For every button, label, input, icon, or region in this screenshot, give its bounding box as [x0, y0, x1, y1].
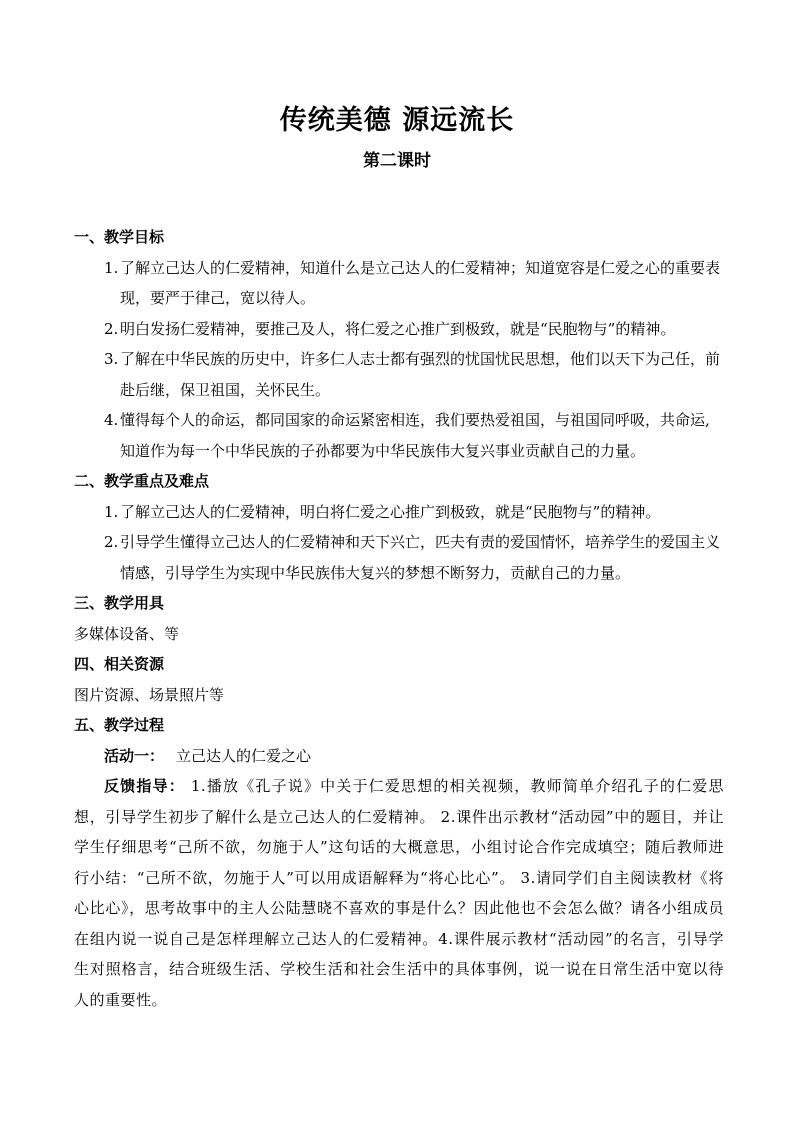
activity-line	[74, 741, 724, 772]
feedback-label: 反馈指导：	[104, 777, 185, 795]
list-item	[74, 527, 724, 588]
section-text-resources: 图片资源、场景照片等	[74, 685, 225, 704]
list-item	[74, 314, 724, 345]
list-item-number: 1.	[104, 502, 119, 521]
section-heading-key-points: 二、教学重点及难点	[74, 472, 210, 490]
list-item-number: 2.	[104, 319, 119, 338]
list-item-text: 引导学生懂得立己达人的仁爱精神和天下兴亡，匹夫有责的爱国情怀，培养学生的爱国主义情感，引导学生为实现中华民族伟大复兴的梦想不断努力，贡献自己的力量。	[120, 533, 721, 582]
feedback-text: 1.播放《孔子说》中关于仁爱思想的相关视频，教师简单介绍孔子的仁爱思想，引导学生初步了解什么是立己达人的仁爱精神。 2.课件出示教材“活动园”中的题目，并让学生仔细思考“己所不欲，勿施于人”这句话的大概意思，小组讨论合作完成填空；随后教师进行小结：“己所不欲，勿施于人”可以用成语解释为“将心比心”。 3.请同学们自主阅读教材《将心比心》，思考故事中的主人公陆慧晓不喜欢的事是什么？因此他也不会怎么做？请各小组成员在组内说一说自己是怎样理解立己达人的仁爱精神。4.课件展示教材“活动园”的名言，引导学生对照格言，结合班级生活、学校生活和社会生活中的具体事例，说一说在日常生活中宽以待人的重要性。	[74, 777, 724, 1009]
list-item	[74, 497, 724, 528]
feedback-paragraph	[74, 771, 724, 1015]
list-item-text: 懂得每个人的命运，都同国家的命运紧密相连，我们要热爱祖国，与祖国同呼吸，共命运,知道作为每一个中华民族的子孙都要为中华民族伟大复兴事业贡献自己的力量。	[120, 411, 710, 460]
list-item-number: 4.	[104, 411, 119, 429]
document-body	[74, 222, 724, 1015]
list-item-number: 2.	[104, 533, 119, 551]
section-heading-process: 五、教学过程	[74, 716, 165, 734]
list-item	[74, 253, 724, 314]
section-heading-resources: 四、相关资源	[74, 655, 165, 673]
document-title: 传统美德 源远流长	[279, 105, 515, 136]
document-subtitle: 第二课时	[363, 151, 431, 171]
section-heading-objectives: 一、教学目标	[74, 228, 165, 246]
list-item	[74, 405, 724, 466]
section-text-tools: 多媒体设备、等	[74, 624, 180, 643]
list-item-text: 明白发扬仁爱精神，要推己及人，将仁爱之心推广到极致，就是“民胞物与”的精神。	[120, 319, 676, 338]
list-item-text: 了解立己达人的仁爱精神，明白将仁爱之心推广到极致，就是“民胞物与”的精神。	[120, 502, 661, 521]
list-item-text: 了解立己达人的仁爱精神，知道什么是立己达人的仁爱精神；知道宽容是仁爱之心的重要表现，要严于律己，宽以待人。	[120, 258, 721, 307]
list-item	[74, 344, 724, 405]
activity-title: 立己达人的仁爱之心	[176, 746, 312, 765]
activity-label: 活动一：	[104, 746, 165, 765]
list-item-text: 了解在中华民族的历史中，许多仁人志士都有强烈的忧国忧民思想，他们以天下为己任，前赴后继，保卫祖国，关怀民生。	[120, 350, 721, 399]
section-heading-tools: 三、教学用具	[74, 594, 165, 612]
list-item-number: 1.	[104, 258, 119, 277]
list-item-number: 3.	[104, 350, 119, 368]
